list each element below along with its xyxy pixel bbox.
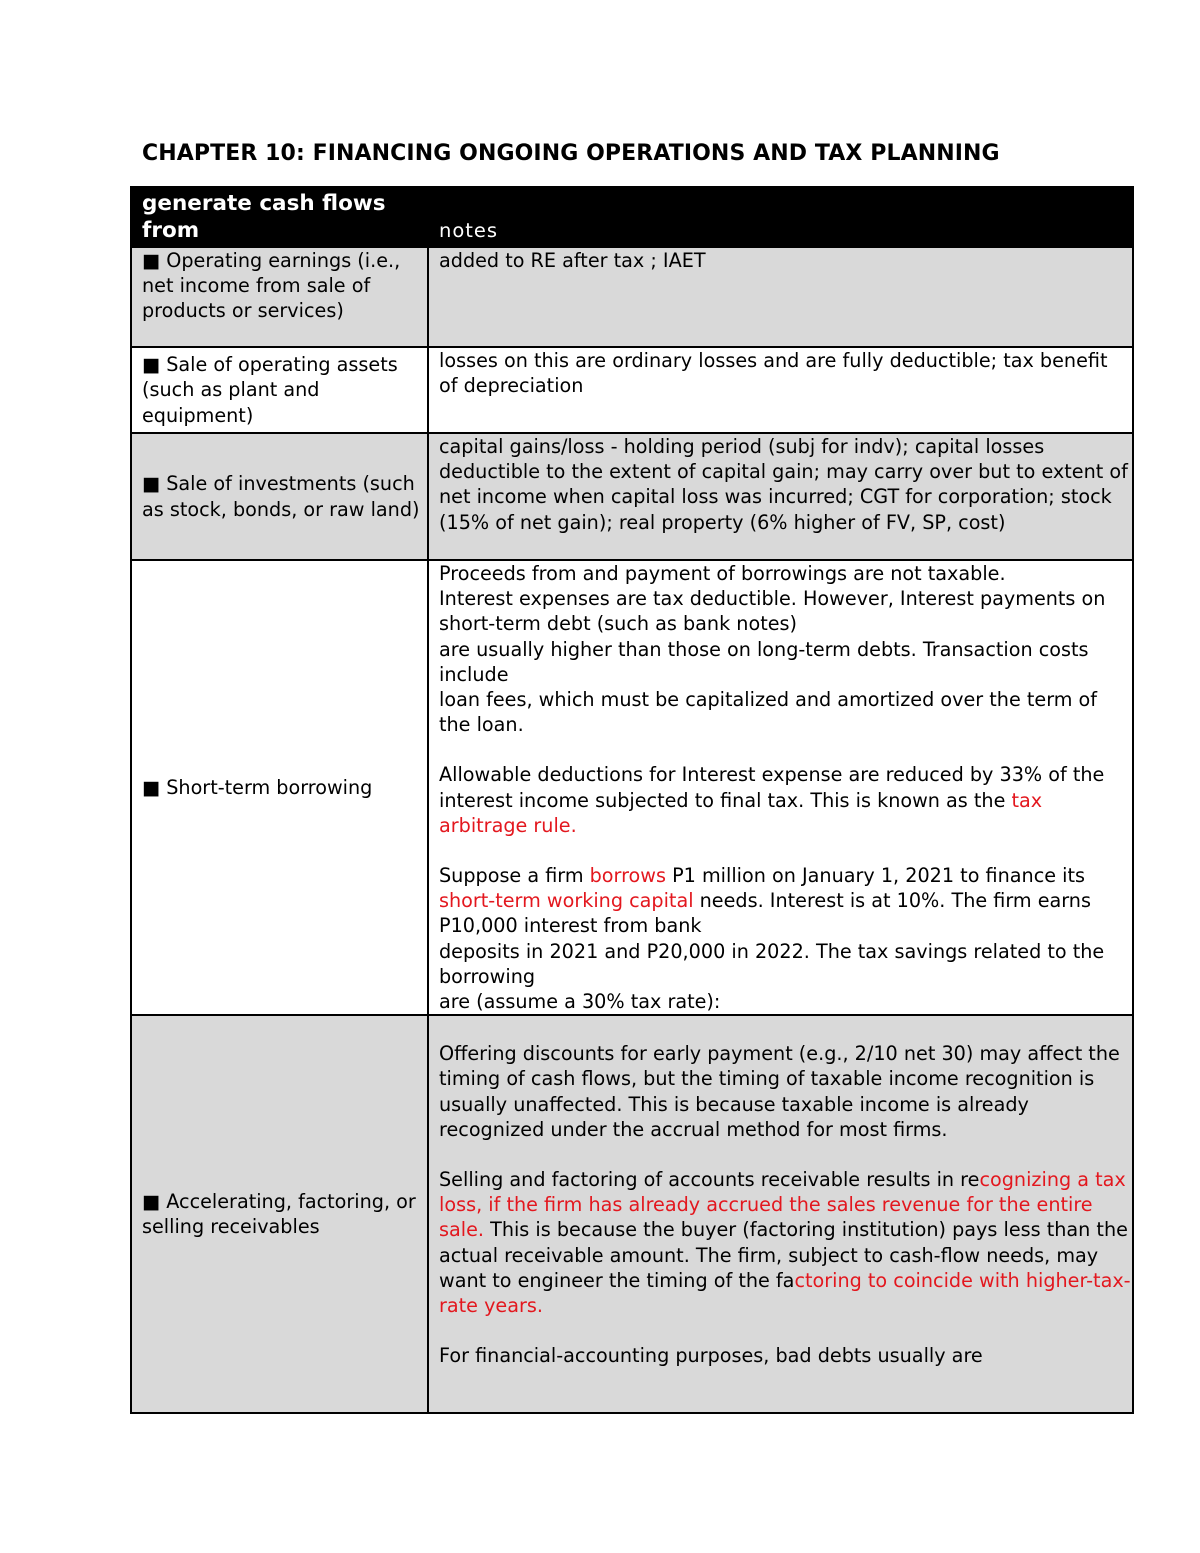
notes-paragraph: Offering discounts for early payment (e.g., 2/10 net 30) may affect the timing of cash flows, but the timing of taxable income recognition is usually unaffected. This is because taxable income is already recognized under the accrual method for most firms. [439, 1042, 1120, 1141]
header-notes: notes [428, 187, 1133, 247]
cash-flow-table [130, 186, 1134, 1414]
header-cash-flows: generate cash flows from [131, 187, 428, 247]
notes-line: are (assume a 30% tax rate): [439, 990, 721, 1014]
notes-line: are usually higher than those on long-term debts. Transaction costs include [439, 637, 1089, 686]
highlight-text: borrows [589, 864, 666, 888]
highlight-text: ctoring to coincide with higher-tax-rate years. [439, 1268, 1131, 1318]
highlight-text: short-term working capital [439, 889, 694, 913]
notes-paragraph: Selling and factoring of accounts receivable results in recognizing a tax loss, if the firm has already accrued the sales revenue for the entire sale. This is because the buyer (factoring institution) pays less than the actual receivable amount. The firm, subject to cash-flow needs, may want to engineer the timing of the factoring to coincide with higher-tax-rate years. [439, 1168, 1131, 1318]
notes-paragraph: For financial-accounting purposes, bad debts usually are [439, 1344, 983, 1368]
row-notes: losses on this are ordinary losses and are fully deductible; tax benefit of depreciation [428, 347, 1133, 433]
notes-paragraph: Allowable deductions for Interest expense are reduced by 33% of the interest income subjected to final tax. This is known as the tax arbitrage rule. [439, 763, 1105, 837]
notes-line: Interest expenses are tax deductible. However, Interest payments on short-term debt (such as bank notes) [439, 587, 1106, 636]
highlight-text: cognizing a tax loss, if the firm has already accrued the sales revenue for the entire sale. [439, 1168, 1126, 1242]
row-notes [428, 560, 1133, 1015]
row-label: ■ Accelerating, factoring, or selling receivables [131, 1015, 428, 1413]
row-label: ■ Operating earnings (i.e., net income from sale of products or services) [131, 247, 428, 347]
notes-line: deposits in 2021 and P20,000 in 2022. The tax savings related to the borrowing [439, 939, 1105, 988]
page-title: CHAPTER 10: FINANCING ONGOING OPERATIONS AND TAX PLANNING [142, 141, 1000, 166]
table-row [131, 347, 1133, 433]
row-label: ■ Sale of operating assets (such as plant and equipment) [131, 347, 428, 433]
row-notes [428, 1015, 1133, 1413]
row-label: ■ Sale of investments (such as stock, bonds, or raw land) [131, 433, 428, 560]
notes-paragraph: Suppose a firm borrows P1 million on January 1, 2021 to finance its short-term working capital needs. Interest is at 10%. The firm earns P10,000 interest from bank [439, 864, 1091, 938]
row-notes: added to RE after tax ; IAET [428, 247, 1133, 347]
table-row [131, 247, 1133, 347]
row-notes: capital gains/loss - holding period (subj for indv); capital losses deductible to the extent of capital gain; may carry over but to extent of net income when capital loss was incurred; CGT for corporation; stock (15% of net gain); real property (6% higher of FV, SP, cost) [428, 433, 1133, 560]
table-row [131, 1015, 1133, 1413]
notes-line: loan fees, which must be capitalized and amortized over the term of the loan. [439, 688, 1098, 737]
row-label: ■ Short-term borrowing [131, 560, 428, 1015]
table-row [131, 433, 1133, 560]
notes-line: Proceeds from and payment of borrowings are not taxable. [439, 562, 1006, 585]
table-row [131, 560, 1133, 1015]
table-header-row [131, 187, 1133, 247]
highlight-text: tax arbitrage rule. [439, 788, 1043, 837]
